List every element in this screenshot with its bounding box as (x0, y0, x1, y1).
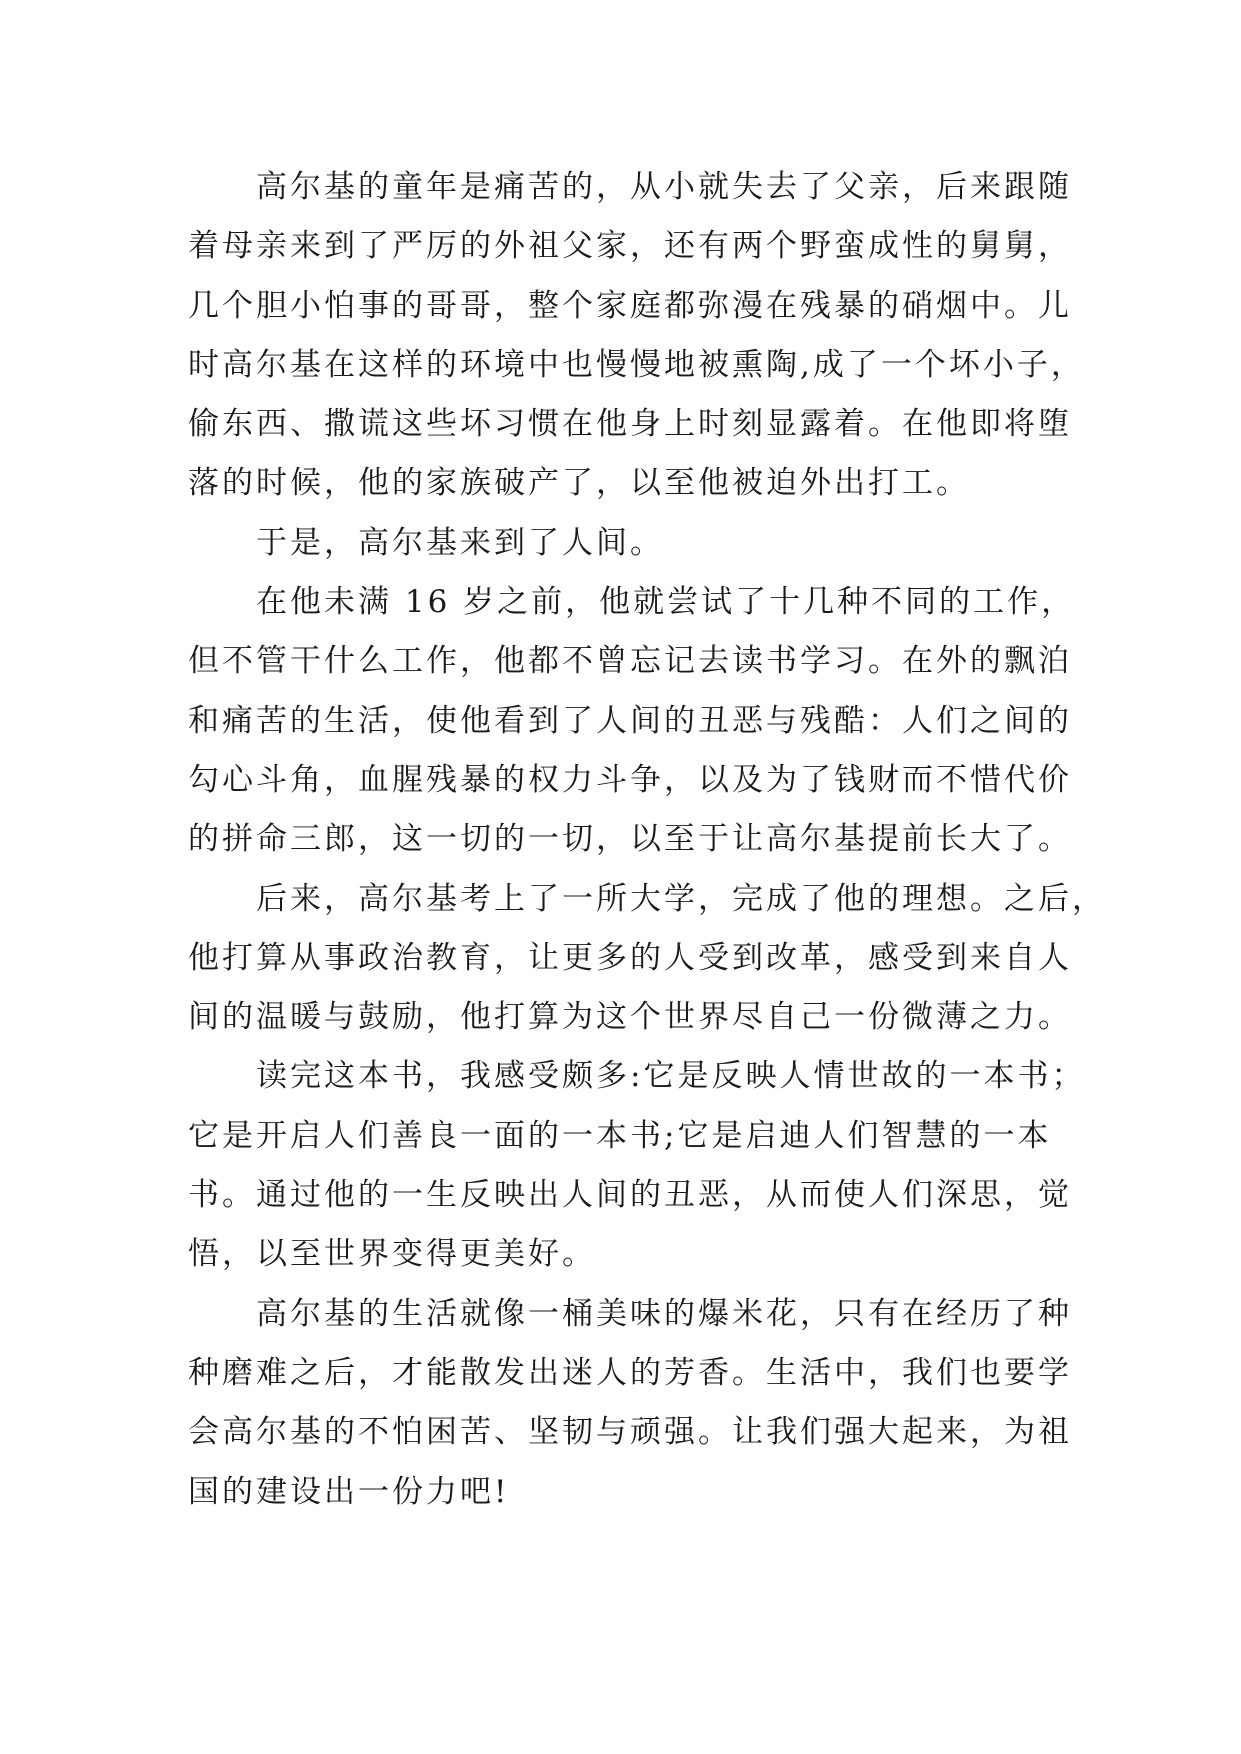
paragraph-line: 它是开启人们善良一面的一本书;它是启迪人们智慧的一本 (188, 1117, 1052, 1154)
paragraph-5 (188, 1047, 1086, 1284)
paragraph-line: 读完这本书，我感受颇多:它是反映人情世故的一本书； (256, 1058, 1086, 1095)
paragraph-line: 在他未满 16 岁之前，他就尝试了十几种不同的工作， (256, 584, 1076, 621)
paragraph-line: 间的温暖与鼓励，他打算为这个世界尽自己一份微薄之力。 (188, 999, 1072, 1036)
paragraph-line: 几个胆小怕事的哥哥，整个家庭都弥漫在残暴的硝烟中。儿 (188, 287, 1072, 324)
paragraph-line: 但不管干什么工作，他都不曾忘记去读书学习。在外的飘泊 (188, 643, 1072, 680)
paragraph-line: 书。通过他的一生反映出人间的丑恶，从而使人们深思，觉 (188, 1177, 1072, 1214)
document-body (188, 158, 1106, 1522)
paragraph-line: 他打算从事政治教育，让更多的人受到改革，感受到来自人 (188, 939, 1072, 976)
paragraph-line: 高尔基的童年是痛苦的，从小就失去了父亲，后来跟随 (256, 169, 1072, 205)
paragraph-line: 种磨难之后，才能散发出迷人的芳香。生活中，我们也要学 (188, 1354, 1072, 1391)
paragraph-line: 国的建设出一份力吧! (188, 1473, 510, 1510)
paragraph-line: 高尔基的生活就像一桶美味的爆米花，只有在经历了种 (256, 1295, 1072, 1332)
paragraph-line: 偷东西、撒谎这些坏习惯在他身上时刻显露着。在他即将堕 (188, 406, 1072, 443)
paragraph-6 (188, 1285, 1072, 1522)
paragraph-2 (188, 514, 1058, 573)
paragraph-line: 时高尔基在这样的环境中也慢慢地被熏陶,成了一个坏小子， (188, 346, 1085, 383)
paragraph-line: 落的时候，他的家族破产了，以至他被迫外出打工。 (188, 465, 970, 502)
paragraph-1 (188, 158, 1085, 514)
paragraph-line: 和痛苦的生活，使他看到了人间的丑恶与残酷：人们之间的 (188, 702, 1072, 739)
paragraph-line: 会高尔基的不怕困苦、坚韧与顽强。让我们强大起来，为祖 (188, 1414, 1072, 1451)
paragraph-line: 勾心斗角，血腥残暴的权力斗争，以及为了钱财而不惜代价 (188, 761, 1072, 798)
paragraph-line: 的拼命三郎，这一切的一切，以至于让高尔基提前长大了。 (188, 821, 1072, 858)
paragraph-line: 于是，高尔基来到了人间。 (256, 524, 664, 561)
paragraph-line: 后来，高尔基考上了一所大学，完成了他的理想。之后， (256, 880, 1106, 917)
paragraph-4 (188, 870, 1106, 1048)
paragraph-line: 悟，以至世界变得更美好。 (188, 1236, 596, 1273)
paragraph-3 (188, 573, 1076, 869)
paragraph-line: 着母亲来到了严厉的外祖父家，还有两个野蛮成性的舅舅， (188, 228, 1072, 265)
